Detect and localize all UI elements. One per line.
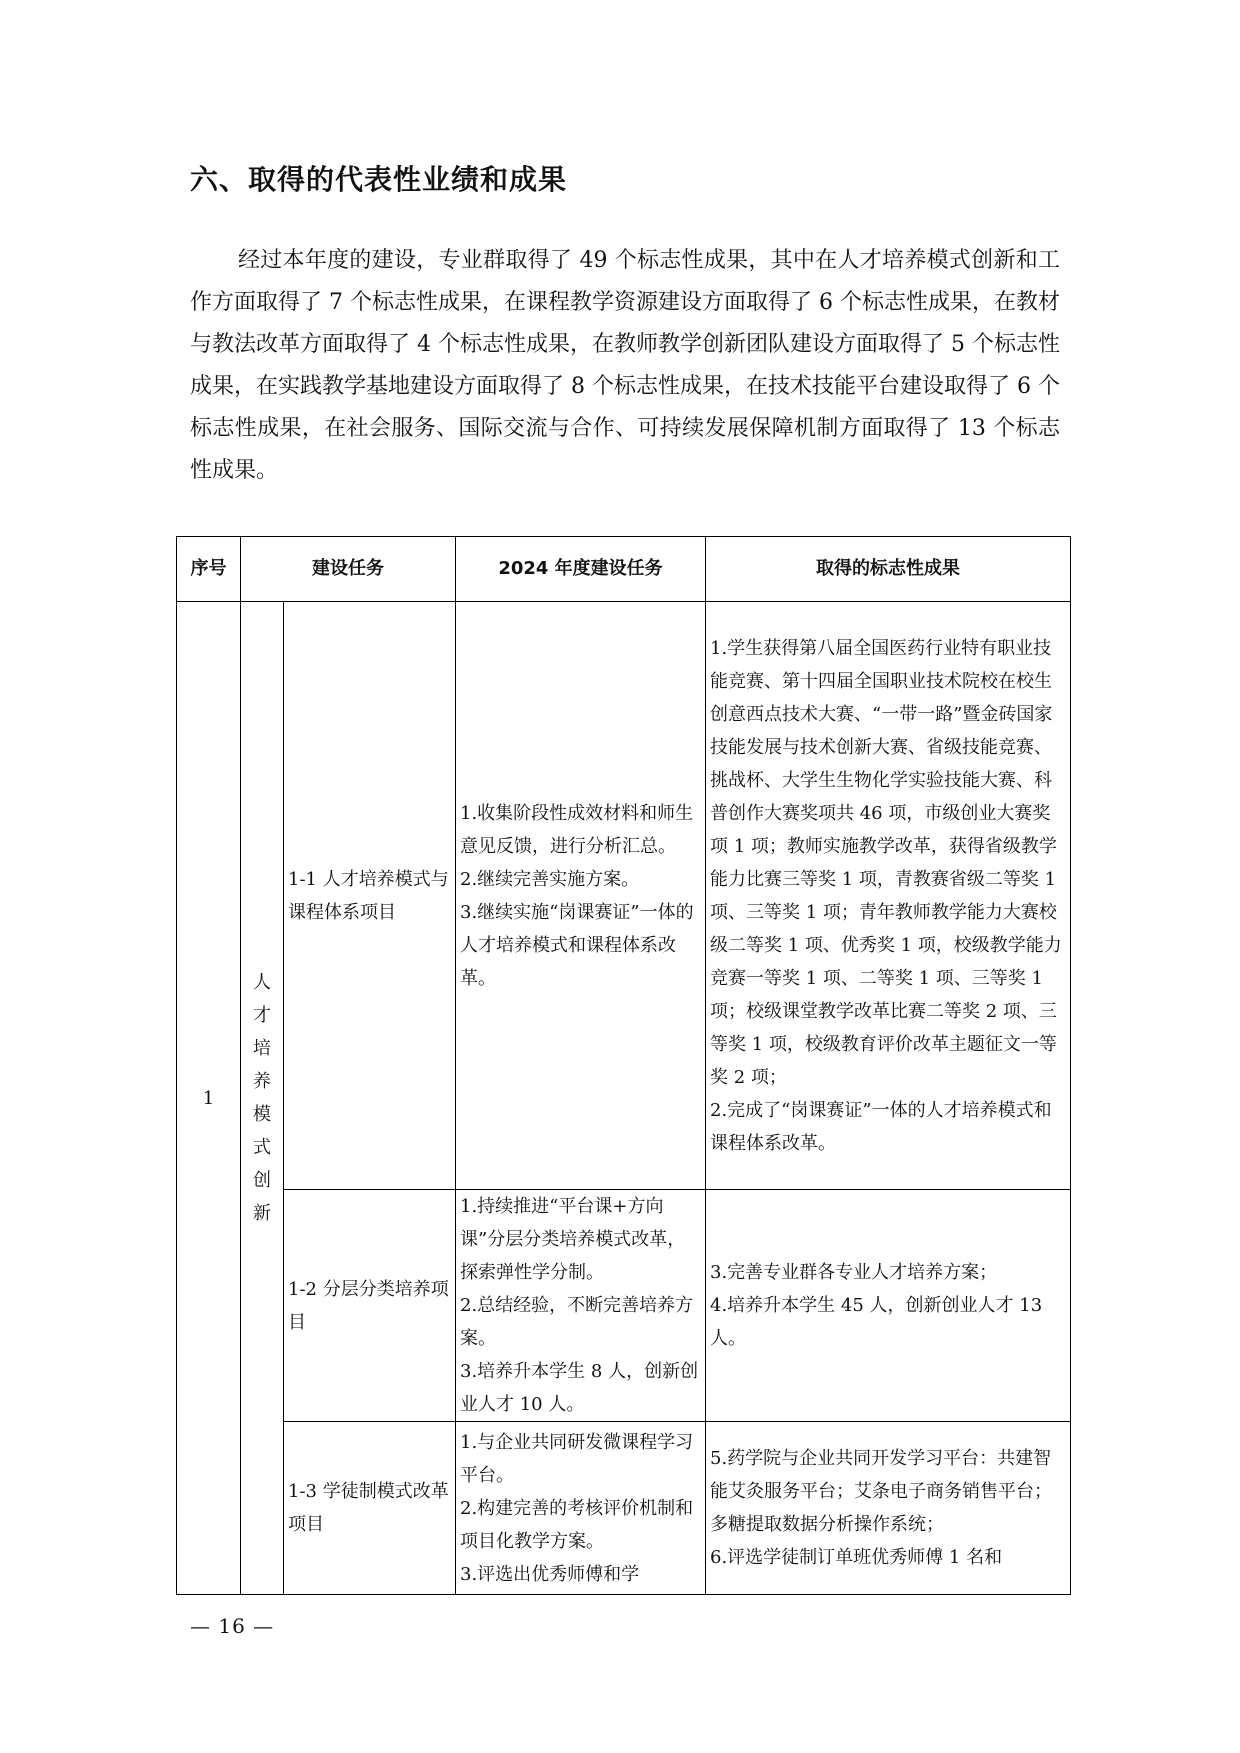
table-row: [177, 1190, 1071, 1422]
page-number: — 16 —: [190, 1614, 275, 1638]
header-task: 建设任务: [241, 537, 456, 602]
table-header-row: [177, 537, 1071, 602]
project-cell: 1-2 分层分类培养项目: [284, 1190, 456, 1422]
plan-cell: 1.与企业共同研发微课程学习平台。 2.构建完善的考核评价机制和项目化教学方案。 3.评选出优秀师傅和学: [456, 1422, 706, 1595]
table-row: [177, 1422, 1071, 1595]
header-result: 取得的标志性成果: [706, 537, 1071, 602]
category-cell: 人 才 培 养 模 式 创 新: [241, 602, 284, 1595]
results-table: [176, 536, 1071, 1595]
project-cell: 1-1 人才培养模式与课程体系项目: [284, 602, 456, 1190]
header-seq: 序号: [177, 537, 241, 602]
result-cell: 5.药学院与企业共同开发学习平台：共建智能艾灸服务平台；艾条电子商务销售平台；多糖提取数据分析操作系统； 6.评选学徒制订单班优秀师傅 1 名和: [706, 1422, 1071, 1595]
intro-paragraph: 经过本年度的建设，专业群取得了 49 个标志性成果，其中在人才培养模式创新和工作方面取得了 7 个标志性成果，在课程教学资源建设方面取得了 6 个标志性成果，在教材与教法改革方面取得了 4 个标志性成果，在教师教学创新团队建设方面取得了 5 个标志性成果，在实践教学基地建设方面取得了 8 个标志性成果，在技术技能平台建设取得了 6 个标志性成果，在社会服务、国际交流与合作、可持续发展保障机制方面取得了 13 个标志性成果。: [190, 248, 1060, 483]
section-heading: 六、取得的代表性业绩和成果: [190, 163, 568, 196]
plan-cell: 1.持续推进“平台课+方向课”分层分类培养模式改革，探索弹性学分制。 2.总结经验，不断完善培养方案。 3.培养升本学生 8 人，创新创业人才 10 人。: [456, 1190, 706, 1422]
plan-cell: 1.收集阶段性成效材料和师生意见反馈，进行分析汇总。 2.继续完善实施方案。 3.继续实施“岗课赛证”一体的人才培养模式和课程体系改革。: [456, 602, 706, 1190]
result-cell: 1.学生获得第八届全国医药行业特有职业技能竞赛、第十四届全国职业技术院校在校生创意西点技术大赛、“一带一路”暨金砖国家技能发展与技术创新大赛、省级技能竞赛、挑战杯、大学生生物化学实验技能大赛、科普创作大赛奖项共 46 项，市级创业大赛奖项 1 项；教师实施教学改革，获得省级教学能力比赛三等奖 1 项，青教赛省级二等奖 1 项、三等奖 1 项；青年教师教学能力大赛校级二等奖 1 项、优秀奖 1 项，校级教学能力竞赛一等奖 1 项、二等奖 1 项、三等奖 1 项；校级课堂教学改革比赛二等奖 2 项、三等奖 1 项，校级教育评价改革主题征文一等奖 2 项； 2.完成了“岗课赛证”一体的人才培养模式和课程体系改革。: [706, 602, 1071, 1190]
result-cell: 3.完善专业群各专业人才培养方案； 4.培养升本学生 45 人，创新创业人才 13 人。: [706, 1190, 1071, 1422]
table-row: [177, 602, 1071, 1190]
project-cell: 1-3 学徒制模式改革项目: [284, 1422, 456, 1595]
header-plan: 2024 年度建设任务: [456, 537, 706, 602]
row-seq: 1: [177, 602, 241, 1595]
